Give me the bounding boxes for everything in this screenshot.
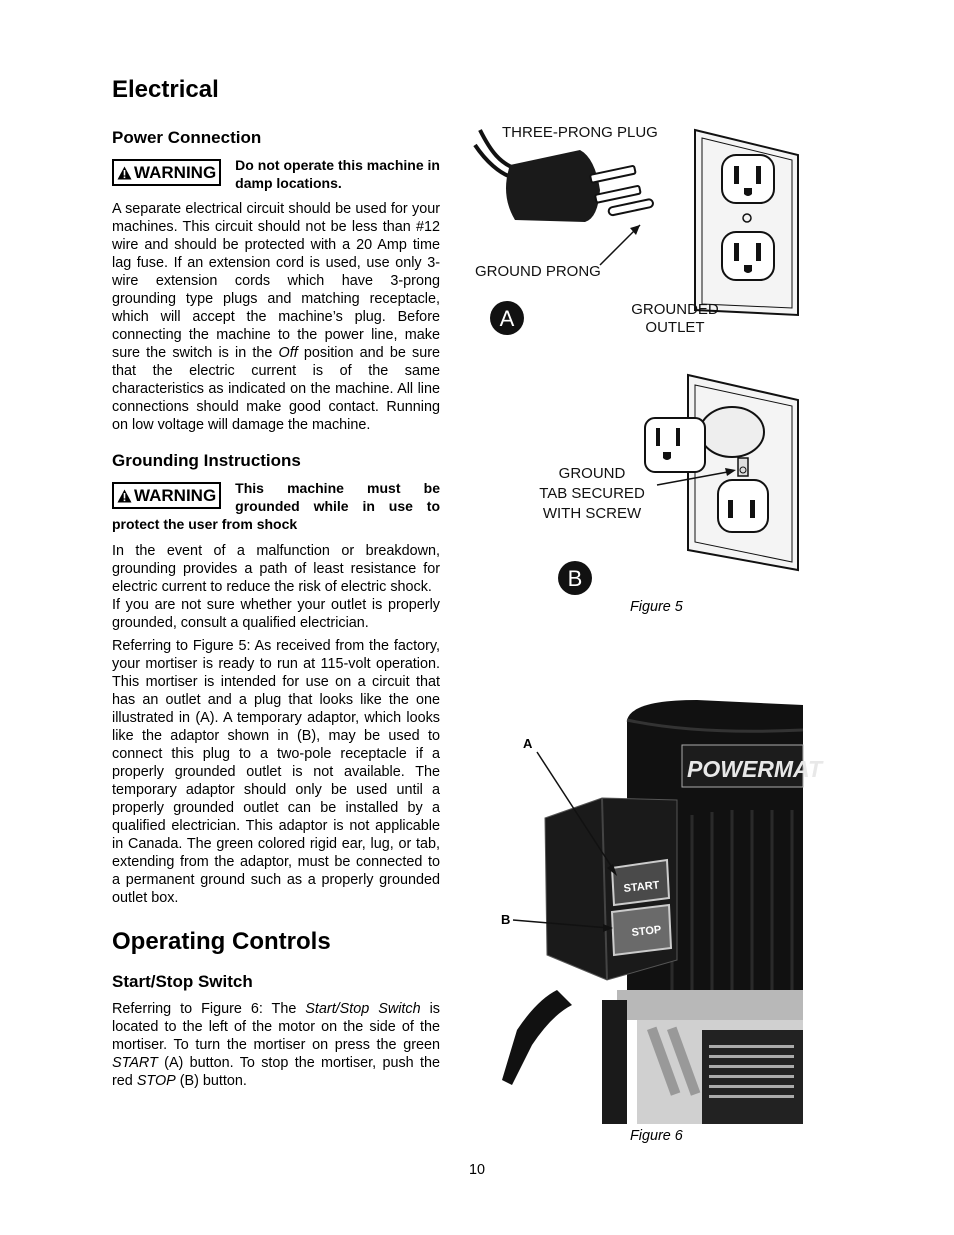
grounding-para-3: Referring to Figure 5: As received from the factory, your mortiser is ready to run at 115-volt operation. This mortiser is intended for use on a circuit that has an outlet and a plug that looks like the one illustrated in (A). A temporary adaptor, which looks like the adaptor shown in (B), may be used to connect this plug to a two-pole receptacle if a properly grounded outlet is not available. The temporary adaptor should only be used until a properly grounded outlet can be installed by a qualified electrician. This adaptor is not applicable in Canada. The green colored rigid ear, lug, or tab, extending from the adaptor, must be connected to a permanent ground such as a properly grounded outlet box. — [112, 638, 440, 906]
label-three-prong-plug: THREE-PRONG PLUG — [502, 124, 658, 141]
power-body: A separate electrical circuit should be used for your machines. This circuit should not be less than #12 wire and should be protected with a 20 Amp time lag fuse. If an extension cord is used, use only 3-wire extension cords which have 3-prong grounding type plugs and matching receptacle, which will accept the machine’s plug. Before connecting the machine to the power line, make sure the switch is in the Off position and be sure that the electric current is of the same characteristics as indicated on the machine. All line connections should make good contact. Running on low voltage will damage the machine. — [112, 201, 440, 433]
label-ground: GROUND — [558, 465, 626, 482]
warning-power — [112, 156, 440, 192]
svg-text:B: B — [567, 566, 583, 591]
start-stop-body: Referring to Figure 6: The Start/Stop Switch is located to the left of the motor on the side of the mortiser. To turn the mortiser on press the green START (A) button. To stop the mortiser, push the red STOP (B) button. — [112, 1001, 440, 1089]
figure-5-caption: Figure 5 — [630, 599, 683, 615]
page-number: 10 — [468, 1162, 485, 1178]
callout-b: B — [501, 912, 511, 927]
svg-text:START: START — [623, 879, 660, 895]
warning-badge: WARNING — [112, 159, 221, 186]
grounded-outlet — [695, 130, 798, 315]
callout-a: A — [523, 736, 533, 751]
svg-text:STOP: STOP — [631, 923, 662, 939]
heading-start-stop: Start/Stop Switch — [112, 972, 253, 991]
grounding-para-2: If you are not sure whether your outlet is properly grounded, consult a qualified electrician. — [112, 597, 440, 631]
warning-grounding — [112, 479, 440, 533]
warning-badge: WARNING — [112, 482, 221, 509]
heading-grounding: Grounding Instructions — [112, 451, 301, 470]
label-outlet: OUTLET — [645, 319, 705, 336]
brand-logo: POWERMAT — [687, 756, 823, 782]
section-title-operating-controls: Operating Controls — [112, 928, 331, 955]
figure-5-illustration — [470, 110, 810, 600]
warning-triangle-icon — [117, 489, 132, 503]
left-column — [112, 70, 440, 1090]
label-ground-prong: GROUND PRONG — [475, 263, 601, 280]
heading-power-connection: Power Connection — [112, 128, 262, 147]
warning-text: This machine must be grounded while in use to protect the user from shock — [112, 480, 440, 532]
three-prong-plug — [506, 150, 654, 222]
label-grounded: GROUNDED — [631, 301, 719, 318]
svg-text:A: A — [499, 306, 515, 331]
figure-6-photo — [497, 700, 823, 1124]
warning-triangle-icon — [117, 166, 132, 180]
label-tab-secured: TAB SECURED — [539, 485, 645, 502]
stop-button — [612, 905, 671, 955]
start-button — [612, 860, 669, 905]
grounding-para-1: In the event of a malfunction or breakdown, grounding provides a path of least resistance for electric current to reduce the risk of electric shock. — [112, 543, 440, 595]
section-title-electrical: Electrical — [112, 76, 219, 103]
label-with-screw: WITH SCREW — [542, 505, 642, 522]
warning-text: Do not operate this machine in damp locations. — [235, 157, 440, 191]
figure-6-caption: Figure 6 — [630, 1128, 683, 1144]
